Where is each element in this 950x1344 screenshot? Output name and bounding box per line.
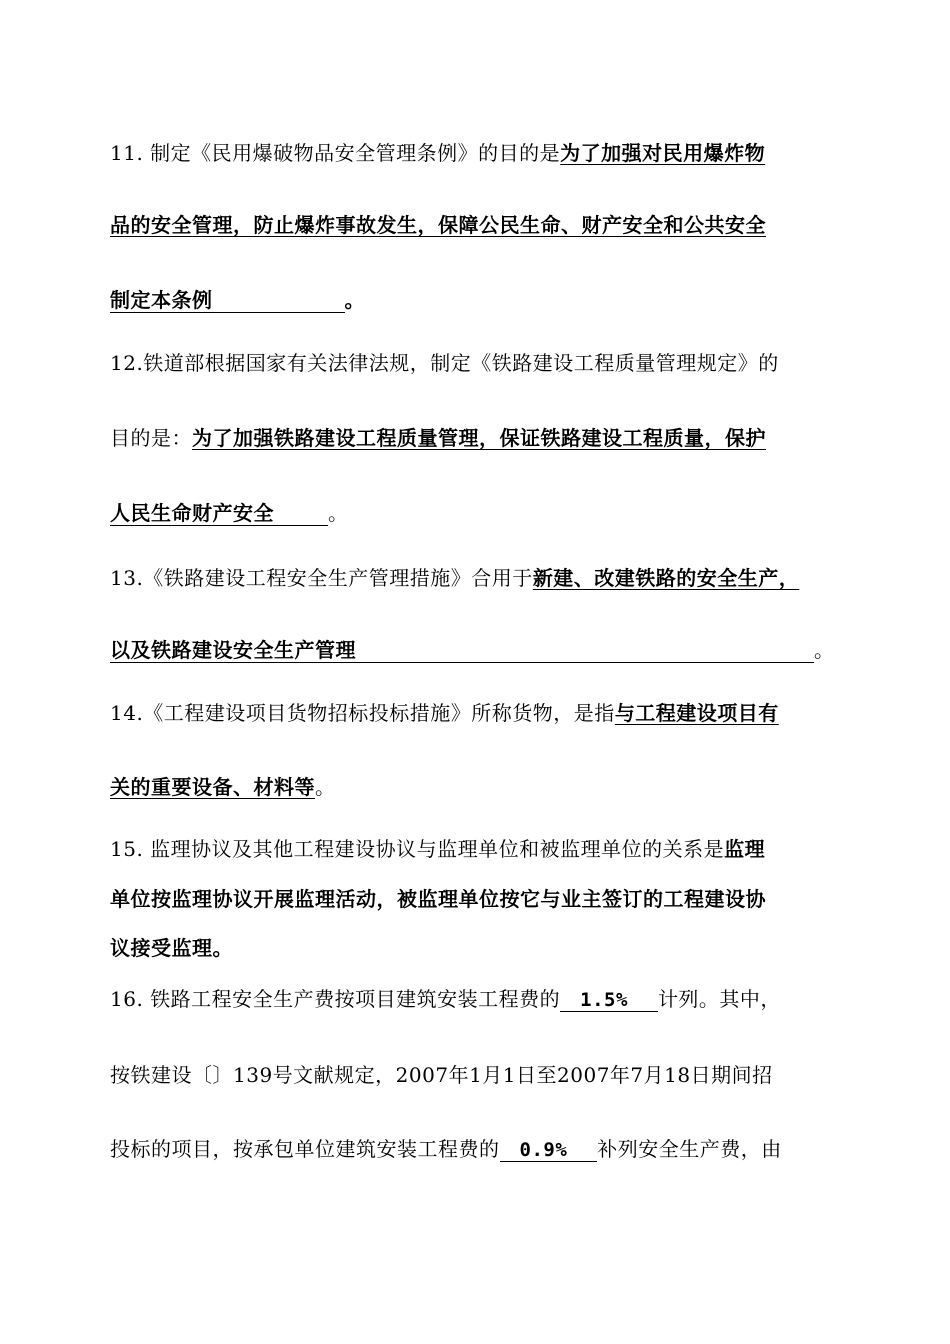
q12-line-1 [110, 350, 779, 376]
q14-prefix: 14.《工程建设项目货物招标投标措施》所称货物，是指 [110, 701, 615, 725]
q16-text: 按铁建设〔〕139号文献规定，2007年1月1日至2007年7月18日期间招 [110, 1063, 773, 1087]
q15-line-2 [110, 886, 766, 912]
q14-answer-part-1: 与工程建设项目有 [614, 701, 779, 725]
q15-prefix: 15. 监理协议及其他工程建设协议与监理单位和被监理单位的关系是 [110, 837, 725, 861]
q11-answer-part-1: 为了加强对民用爆炸物 [560, 141, 766, 165]
q12-text: 12.铁道部根据国家有关法律法规，制定《铁路建设工程质量管理规定》的 [110, 351, 779, 375]
q12-line-2 [110, 425, 766, 451]
q15-answer-part-2: 单位按监理协议开展监理活动，被监理单位按它与业主签订的工程建设协 [110, 887, 766, 911]
q16-answer-rate-2: 0.9% [500, 1139, 598, 1162]
q11-answer-part-2: 品的安全管理，防止爆炸事故发生，保障公民生命、财产安全和公共安全 [110, 213, 766, 237]
q13-end-mark: 。 [814, 638, 835, 662]
q16-answer-rate-1: 1.5% [560, 989, 658, 1012]
q12-line-3 [110, 500, 349, 526]
q13-line-2 [110, 637, 835, 663]
q16-prefix-2: 投标的项目，按承包单位建筑安装工程费的 [110, 1137, 500, 1161]
q15-answer-part-1: 监理 [724, 837, 766, 861]
q11-end-mark: 。 [344, 288, 365, 312]
q15-line-1 [110, 836, 765, 862]
q13-prefix: 13.《铁路建设工程安全生产管理措施》合用于 [110, 566, 533, 590]
q11-line-1 [110, 140, 765, 166]
q14-answer-part-2: 关的重要设备、材料等 [110, 775, 315, 799]
q13-line-1 [110, 565, 799, 591]
q11-line-2 [110, 212, 766, 238]
q15-answer-part-3: 议接受监理。 [110, 936, 233, 960]
q16-suffix-1: 计列。其中， [657, 987, 781, 1011]
q13-answer-part-1: 新建、改建铁路的安全生产， [532, 566, 800, 590]
q16-line-3 [110, 1136, 782, 1163]
q15-line-3 [110, 935, 233, 961]
q13-answer-part-2: 以及铁路建设安全生产管理 [110, 638, 814, 663]
q11-answer-part-3: 制定本条例 [110, 288, 345, 313]
q14-line-1 [110, 700, 779, 726]
q12-answer-part-1: 为了加强铁路建设工程质量管理，保证铁路建设工程质量，保护 [192, 426, 766, 450]
q16-suffix-2: 补列安全生产费，由 [597, 1137, 782, 1161]
q12-answer-part-2: 人民生命财产安全 [110, 501, 328, 526]
q11-prefix: 11. 制定《民用爆破物品安全管理条例》的目的是 [110, 141, 561, 165]
q16-line-1 [110, 986, 781, 1013]
q14-line-2 [110, 774, 336, 800]
q14-end-mark: 。 [315, 775, 336, 799]
q12-end-mark: 。 [328, 501, 349, 525]
q16-prefix: 16. 铁路工程安全生产费按项目建筑安装工程费的 [110, 987, 561, 1011]
q11-line-3 [110, 287, 365, 313]
q12-prefix: 目的是： [110, 426, 192, 450]
q16-line-2 [110, 1062, 773, 1088]
